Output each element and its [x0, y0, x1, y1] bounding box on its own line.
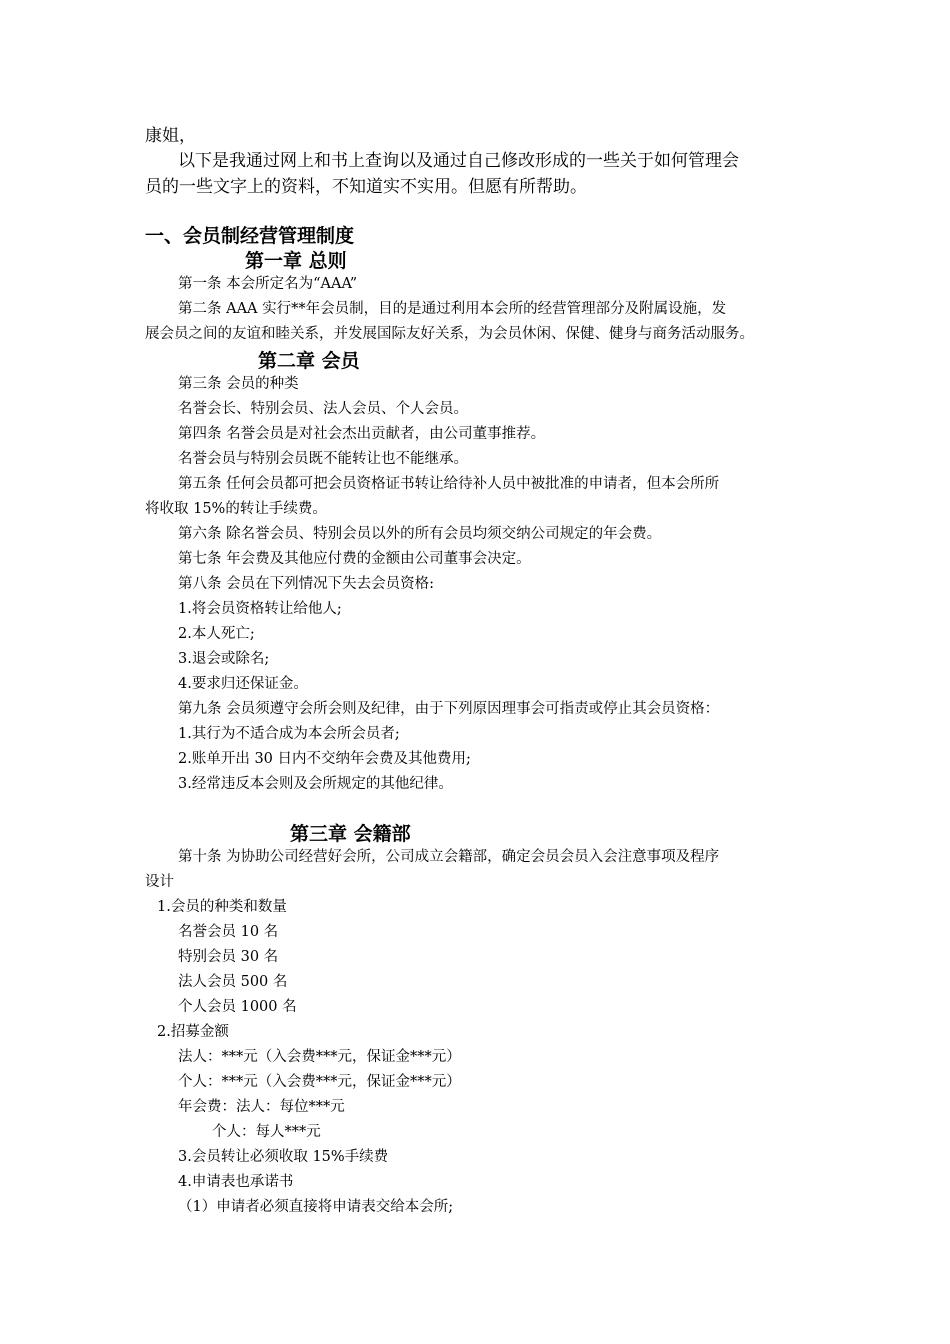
article-8-item-3: 3.退会或除名;	[178, 651, 270, 667]
fees-heading: 2.招募金额	[157, 1024, 229, 1040]
article-1: 第一条 本会所定名为“AAA”	[178, 276, 358, 292]
count-honorary: 名誉会员 10 名	[178, 924, 279, 940]
article-4-note: 名誉会员与特别会员既不能转让也不能继承。	[178, 451, 468, 467]
article-3: 第三条 会员的种类	[178, 376, 299, 392]
annual-fee-corporate: 年会费：法人：每位***元	[178, 1099, 345, 1115]
annual-fee-individual: 个人：每人***元	[212, 1124, 321, 1140]
member-types: 名誉会长、特别会员、法人会员、个人会员。	[178, 401, 468, 417]
article-9-item-2: 2.账单开出 30 日内不交纳年会费及其他费用;	[178, 751, 471, 767]
article-8: 第八条 会员在下列情况下失去会员资格:	[178, 576, 434, 592]
article-10-line-1: 第十条 为协助公司经营好会所，公司成立会籍部，确定会员会员入会注意事项及程序	[178, 849, 720, 865]
chapter3-title: 第三章 会籍部	[290, 823, 411, 845]
chapter2-title: 第二章 会员	[258, 350, 360, 372]
membership-count-heading: 1.会员的种类和数量	[157, 899, 287, 915]
section-title: 一、会员制经营管理制度	[145, 225, 355, 247]
count-corporate: 法人会员 500 名	[178, 974, 288, 990]
transfer-fee: 3.会员转让必须收取 15%手续费	[178, 1149, 389, 1165]
article-9-item-1: 1.其行为不适合成为本会所会员者;	[178, 726, 400, 742]
article-8-item-1: 1.将会员资格转让给他人;	[178, 601, 342, 617]
count-individual: 个人会员 1000 名	[178, 999, 297, 1015]
article-9-item-3: 3.经常违反本会则及会所规定的其他纪律。	[178, 776, 453, 792]
application-item-1: （1）申请者必须直接将申请表交给本会所;	[178, 1199, 454, 1215]
article-2-line-1: 第二条 AAA 实行**年会员制，目的是通过利用本会所的经营管理部分及附属设施，发	[178, 301, 727, 317]
count-special: 特别会员 30 名	[178, 949, 279, 965]
article-7: 第七条 年会费及其他应付费的金额由公司董事会决定。	[178, 551, 531, 567]
fee-individual: 个人：***元（入会费***元，保证金***元）	[178, 1074, 461, 1090]
intro-line-1: 以下是我通过网上和书上查询以及通过自己修改形成的一些关于如何管理会	[178, 151, 739, 171]
article-5-line-2: 将收取 15%的转让手续费。	[145, 501, 327, 517]
article-4: 第四条 名誉会员是对社会杰出贡献者，由公司董事推荐。	[178, 426, 546, 442]
article-10-line-2: 设计	[145, 874, 174, 890]
fee-corporate: 法人：***元（入会费***元，保证金***元）	[178, 1049, 461, 1065]
article-2-line-2: 展会员之间的友谊和睦关系，并发展国际友好关系，为会员休闲、保健、健身与商务活动服务。	[145, 326, 754, 342]
article-8-item-2: 2.本人死亡;	[178, 626, 255, 642]
application-heading: 4.申请表也承诺书	[178, 1174, 294, 1190]
greeting: 康姐，	[145, 126, 196, 146]
article-8-item-4: 4.要求归还保证金。	[178, 676, 308, 692]
chapter1-title: 第一章 总则	[245, 250, 347, 272]
article-9: 第九条 会员须遵守会所会则及纪律，由于下列原因理事会可指责或停止其会员资格：	[178, 701, 720, 717]
article-6: 第六条 除名誉会员、特别会员以外的所有会员均须交纳公司规定的年会费。	[178, 526, 662, 542]
article-5-line-1: 第五条 任何会员都可把会员资格证书转让给待补人员中被批准的申请者，但本会所所	[178, 476, 720, 492]
intro-line-2: 员的一些文字上的资料，不知道实不实用。但愿有所帮助。	[145, 177, 587, 197]
